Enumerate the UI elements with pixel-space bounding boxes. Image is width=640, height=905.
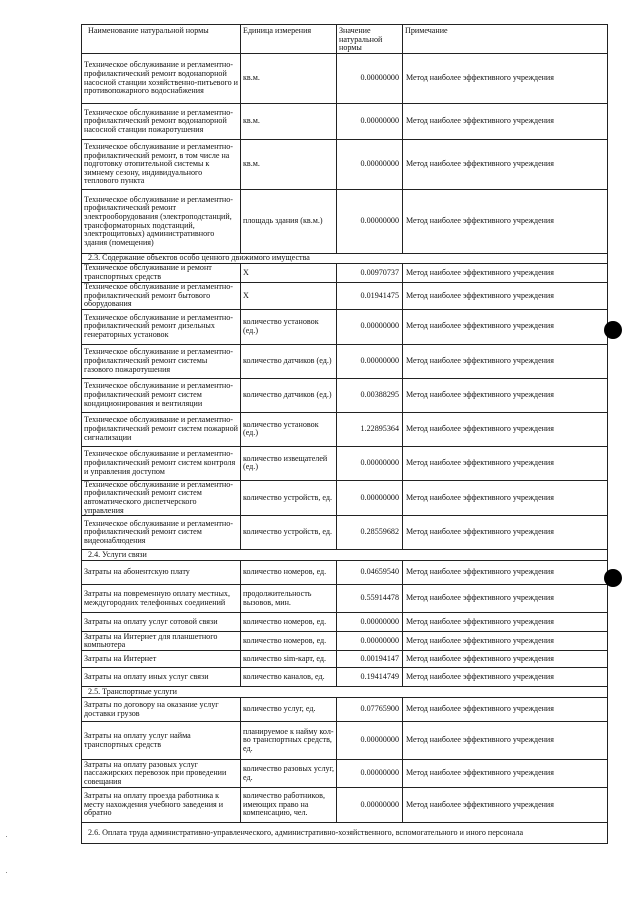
- row-unit: X: [241, 283, 337, 310]
- row-name: Техническое обслуживание и регламентно-профилактический ремонт систем кондиционирования и вентиляции: [82, 378, 241, 412]
- row-unit: площадь здания (кв.м.): [241, 190, 337, 254]
- row-unit: кв.м.: [241, 104, 337, 140]
- row-note: Метод наиболее эффективного учреждения: [403, 585, 608, 613]
- header-value: Значение натуральной нормы: [337, 25, 403, 54]
- table-row: [82, 54, 608, 104]
- row-name: Затраты на абонентскую плату: [82, 561, 241, 585]
- table-row: [82, 760, 608, 788]
- row-unit: количество устройств, ед.: [241, 516, 337, 550]
- row-note: Метод наиболее эффективного учреждения: [403, 140, 608, 190]
- row-unit: количество датчиков (ед.): [241, 378, 337, 412]
- table-row: [82, 561, 608, 585]
- table-row: [82, 585, 608, 613]
- table-row: [82, 446, 608, 480]
- section-row: [82, 823, 608, 844]
- row-value: 0.00194147: [337, 651, 403, 668]
- row-note: Метод наиболее эффективного учреждения: [403, 788, 608, 823]
- row-note: Метод наиболее эффективного учреждения: [403, 264, 608, 283]
- row-name: Техническое обслуживание и регламентно-профилактический ремонт системы газового пожаротушения: [82, 344, 241, 378]
- section-row: [82, 550, 608, 561]
- row-note: Метод наиболее эффективного учреждения: [403, 613, 608, 632]
- row-unit: количество номеров, ед.: [241, 632, 337, 651]
- row-unit: количество разовых услуг, ед.: [241, 760, 337, 788]
- row-name: Затраты на оплату услуг найма транспортных средств: [82, 722, 241, 760]
- row-name: Техническое обслуживание и регламентно-профилактический ремонт систем контроля и управления доступом: [82, 446, 241, 480]
- row-unit: кв.м.: [241, 140, 337, 190]
- scan-mark: [6, 836, 7, 837]
- row-note: Метод наиболее эффективного учреждения: [403, 54, 608, 104]
- table-row: [82, 104, 608, 140]
- row-value: 0.01941475: [337, 283, 403, 310]
- row-name: Затраты на Интернет: [82, 651, 241, 668]
- row-value: 0.00000000: [337, 190, 403, 254]
- row-name: Техническое обслуживание и регламентно-профилактический ремонт систем автоматического диспетчерского управления: [82, 480, 241, 515]
- scan-mark: [6, 872, 7, 873]
- row-note: Метод наиболее эффективного учреждения: [403, 632, 608, 651]
- row-unit: количество установок (ед.): [241, 309, 337, 344]
- row-note: Метод наиболее эффективного учреждения: [403, 104, 608, 140]
- table-row: [82, 309, 608, 344]
- table-row: [82, 668, 608, 687]
- row-value: 0.00000000: [337, 613, 403, 632]
- row-unit: продолжительность вызовов, мин.: [241, 585, 337, 613]
- row-name: Техническое обслуживание и регламентно-профилактический ремонт, в том числе на подготовку отопительной системы к зимнему сезону, индивидуального теплового пункта: [82, 140, 241, 190]
- row-value: 1.22895364: [337, 412, 403, 446]
- table-row: [82, 632, 608, 651]
- table-row: [82, 788, 608, 823]
- row-value: 0.00000000: [337, 480, 403, 515]
- row-value: 0.00970737: [337, 264, 403, 283]
- row-value: 0.00000000: [337, 309, 403, 344]
- row-note: Метод наиболее эффективного учреждения: [403, 446, 608, 480]
- row-value: 0.00000000: [337, 104, 403, 140]
- row-value: 0.00000000: [337, 54, 403, 104]
- row-value: 0.19414749: [337, 668, 403, 687]
- row-note: Метод наиболее эффективного учреждения: [403, 412, 608, 446]
- row-value: 0.00000000: [337, 446, 403, 480]
- row-name: Техническое обслуживание и регламентно-профилактический ремонт систем видеонаблюдения: [82, 516, 241, 550]
- row-value: 0.00000000: [337, 788, 403, 823]
- row-unit: планируемое к найму кол-во транспортных средств, ед.: [241, 722, 337, 760]
- punch-hole-lower: [604, 569, 622, 587]
- table-row: [82, 344, 608, 378]
- row-value: 0.00000000: [337, 760, 403, 788]
- row-value: 0.00000000: [337, 344, 403, 378]
- section-heading: 2.4. Услуги связи: [82, 550, 608, 561]
- norms-table: [81, 24, 608, 844]
- row-name: Техническое обслуживание и регламентно-профилактический ремонт систем пожарной сигнализации: [82, 412, 241, 446]
- row-unit: количество установок (ед.): [241, 412, 337, 446]
- row-value: 0.00388295: [337, 378, 403, 412]
- table-row: [82, 140, 608, 190]
- row-value: 0.00000000: [337, 722, 403, 760]
- row-note: Метод наиболее эффективного учреждения: [403, 668, 608, 687]
- table-row: [82, 412, 608, 446]
- table-row: [82, 480, 608, 515]
- row-note: Метод наиболее эффективного учреждения: [403, 480, 608, 515]
- row-note: Метод наиболее эффективного учреждения: [403, 722, 608, 760]
- header-note: Примечание: [403, 25, 608, 54]
- row-note: Метод наиболее эффективного учреждения: [403, 378, 608, 412]
- punch-hole-upper: [604, 321, 622, 339]
- table-row: [82, 190, 608, 254]
- section-row: [82, 254, 608, 264]
- row-name: Техническое обслуживание и регламентно-профилактический ремонт водонапорной насосной станции хозяйственно-питьевого и противопожарного водоснабжения: [82, 54, 241, 104]
- row-unit: количество датчиков (ед.): [241, 344, 337, 378]
- header-unit: Единица измерения: [241, 25, 337, 54]
- row-name: Техническое обслуживание и ремонт транспортных средств: [82, 264, 241, 283]
- row-note: Метод наиболее эффективного учреждения: [403, 190, 608, 254]
- table-row: [82, 613, 608, 632]
- section-heading: 2.6. Оплата труда административно-управленческого, административно-хозяйственного, вспомогательного и иного персонала: [82, 823, 608, 844]
- row-note: Метод наиболее эффективного учреждения: [403, 651, 608, 668]
- section-row: [82, 687, 608, 698]
- row-unit: количество номеров, ед.: [241, 613, 337, 632]
- row-name: Затраты на оплату услуг сотовой связи: [82, 613, 241, 632]
- document-sheet: [81, 24, 607, 844]
- row-name: Затраты по договору на оказание услуг доставки грузов: [82, 698, 241, 722]
- row-value: 0.00000000: [337, 632, 403, 651]
- table-header-row: [82, 25, 608, 54]
- row-unit: количество работников, имеющих право на компенсацию, чел.: [241, 788, 337, 823]
- row-value: 0.07765900: [337, 698, 403, 722]
- row-name: Техническое обслуживание и регламентно-профилактический ремонт электрооборудования (электроподстанций, трансформаторных подстанций, электрощитовых) административного здания (помещения): [82, 190, 241, 254]
- row-note: Метод наиболее эффективного учреждения: [403, 561, 608, 585]
- row-name: Техническое обслуживание и регламентно-профилактический ремонт бытового оборудования: [82, 283, 241, 310]
- table-row: [82, 651, 608, 668]
- table-row: [82, 722, 608, 760]
- table-row: [82, 378, 608, 412]
- row-unit: количество услуг, ед.: [241, 698, 337, 722]
- header-name: Наименование натуральной нормы: [82, 25, 241, 54]
- row-value: 0.28559682: [337, 516, 403, 550]
- row-unit: количество номеров, ед.: [241, 561, 337, 585]
- row-note: Метод наиболее эффективного учреждения: [403, 698, 608, 722]
- row-unit: X: [241, 264, 337, 283]
- table-row: [82, 516, 608, 550]
- row-value: 0.00000000: [337, 140, 403, 190]
- row-name: Затраты на Интернет для планшетного компьютера: [82, 632, 241, 651]
- table-row: [82, 698, 608, 722]
- row-unit: количество sim-карт, ед.: [241, 651, 337, 668]
- row-unit: количество устройств, ед.: [241, 480, 337, 515]
- row-name: Затраты на оплату проезда работника к месту нахождения учебного заведения и обратно: [82, 788, 241, 823]
- row-value: 0.55914478: [337, 585, 403, 613]
- row-note: Метод наиболее эффективного учреждения: [403, 760, 608, 788]
- row-unit: количество каналов, ед.: [241, 668, 337, 687]
- row-note: Метод наиболее эффективного учреждения: [403, 309, 608, 344]
- row-name: Затраты на оплату разовых услуг пассажирских перевозок при проведении совещания: [82, 760, 241, 788]
- table-row: [82, 264, 608, 283]
- row-name: Техническое обслуживание и регламентно-профилактический ремонт водонапорной насосной станции пожаротушения: [82, 104, 241, 140]
- table-row: [82, 283, 608, 310]
- row-name: Затраты на оплату иных услуг связи: [82, 668, 241, 687]
- section-heading: 2.5. Транспортные услуги: [82, 687, 608, 698]
- row-unit: количество извещателей (ед.): [241, 446, 337, 480]
- row-name: Затраты на повременную оплату местных, междугородних телефонных соединений: [82, 585, 241, 613]
- row-value: 0.04659540: [337, 561, 403, 585]
- row-note: Метод наиболее эффективного учреждения: [403, 283, 608, 310]
- row-name: Техническое обслуживание и регламентно-профилактический ремонт дизельных генераторных установок: [82, 309, 241, 344]
- row-note: Метод наиболее эффективного учреждения: [403, 344, 608, 378]
- row-note: Метод наиболее эффективного учреждения: [403, 516, 608, 550]
- section-heading: 2.3. Содержание объектов особо ценного движимого имущества: [82, 254, 608, 264]
- row-unit: кв.м.: [241, 54, 337, 104]
